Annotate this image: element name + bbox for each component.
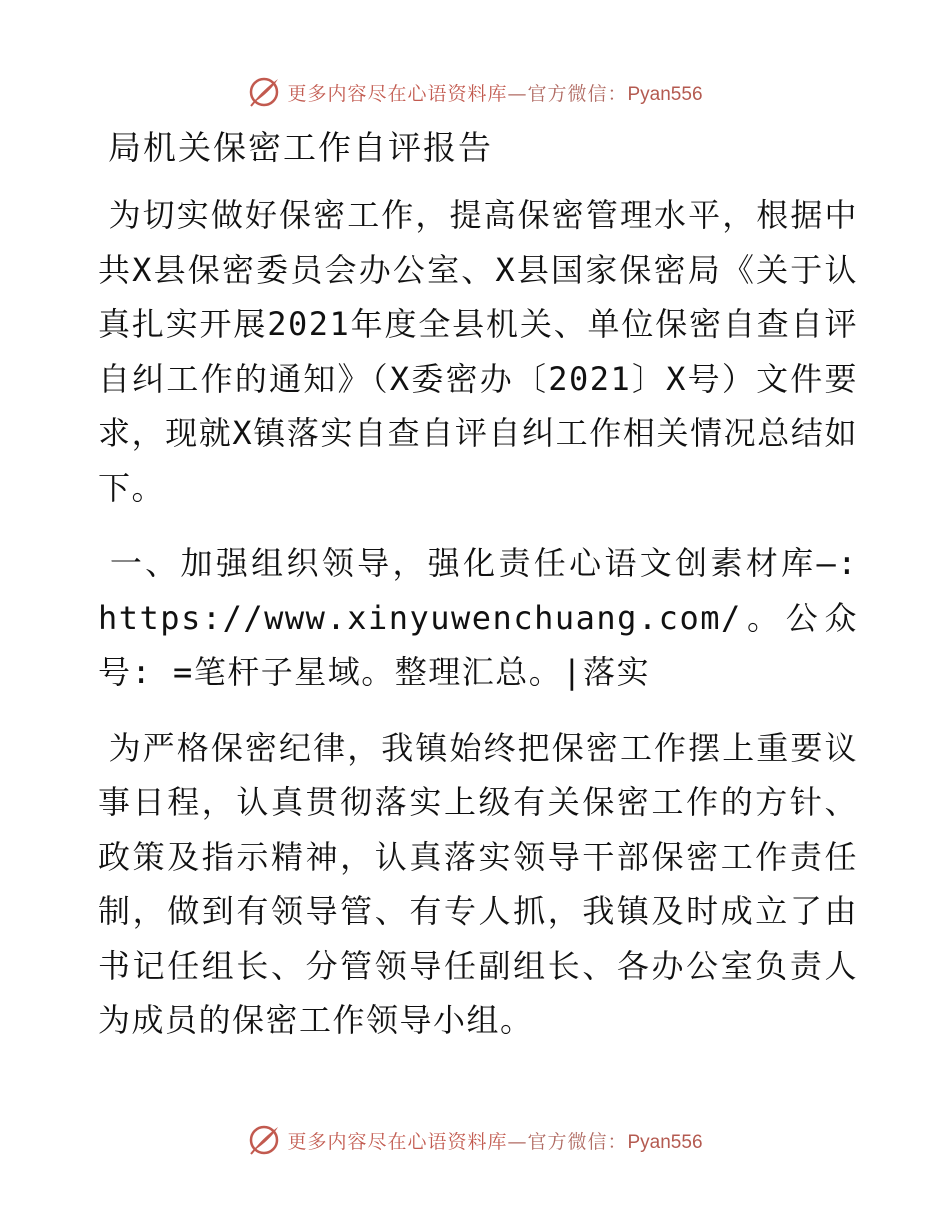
- watermark-site: 更多内容尽在心语资料库: [287, 1130, 508, 1153]
- footer-watermark-banner: [0, 1120, 950, 1160]
- header-watermark-banner: [0, 72, 950, 112]
- paragraph-section-1: [98, 721, 858, 1048]
- watermark-wechat-id: Pyan556: [627, 1131, 703, 1153]
- paragraph-section-1-text: 为严格保密纪律，我镇始终把保密工作摆上重要议事日程，认真贯彻落实上级有关保密工作的方针、政策及指示精神，认真落实领导干部保密工作责任制，做到有领导管、有专人抓，我镇及时成立了由书记任组长、分管领导任副组长、各办公室负责人为成员的保密工作领导小组。: [98, 728, 858, 1039]
- watermark-label: 官方微信：: [527, 82, 628, 105]
- section-heading-1: [98, 536, 858, 700]
- paragraph-intro-text: 为切实做好保密工作，提高保密管理水平，根据中共X县保密委员会办公室、X县国家保密局《关于认真扎实开展2021年度全县机关、单位保密自查自评自纠工作的通知》（X委密办〔2021〕X号）文件要求，现就X镇落实自查自评自纠工作相关情况总结如下。: [98, 196, 858, 507]
- watermark-label: 官方微信：: [527, 1130, 628, 1153]
- paragraph-intro: [98, 188, 858, 515]
- red-feather-logo-icon: [247, 75, 281, 109]
- document-title: 局机关保密工作自评报告: [108, 128, 493, 167]
- watermark-dash: —: [507, 1130, 528, 1153]
- watermark-wechat-id: Pyan556: [627, 83, 703, 105]
- watermark-dash: —: [507, 82, 528, 105]
- watermark-text: [287, 1127, 702, 1154]
- watermark-site: 更多内容尽在心语资料库: [287, 82, 508, 105]
- red-feather-logo-icon: [247, 1123, 281, 1157]
- section-heading-1-text: 一、加强组织领导，强化责任心语文创素材库—: https://www.xinyuwenchuang.com/。公众号: =笔杆子星域。整理汇总。|落实: [98, 544, 858, 691]
- document-body: [98, 120, 858, 1069]
- watermark-text: [287, 79, 702, 106]
